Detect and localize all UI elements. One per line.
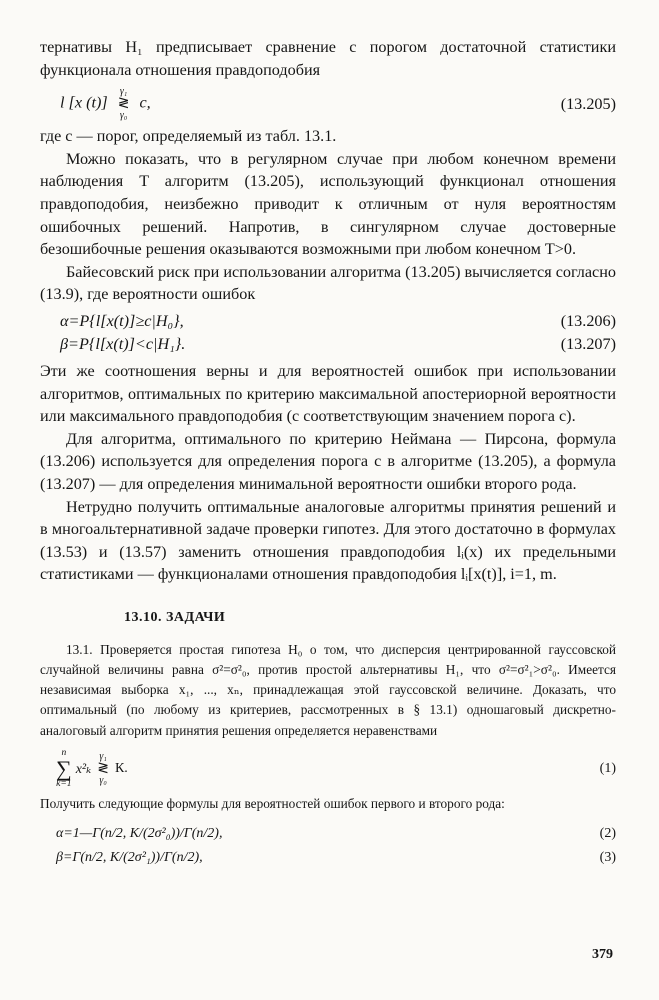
paragraph-4: Байесовский риск при использовании алгоритма (13.205) вычисляется согласно (13.9), где вероятности ошибок [40, 262, 616, 304]
eq1-body: x²ₖ [75, 761, 92, 777]
paragraph-7: Нетрудно получить оптимальные аналоговые алгоритмы принятия решений и в многоальтернативной задаче проверки гипотез. Для этого достаточно в формулах (13.53) и (13.57) заменить отношения правдоподобия lᵢ(x) их предельными статистиками — функционалами отношения правдоподобия lᵢ[x(t)], i=1, m. [40, 497, 616, 584]
paragraph-1: тернативы H₁ предписывает сравнение с порогом достаточной статистики функционала отношения правдоподобия [40, 38, 616, 79]
page-content [40, 36, 616, 870]
section-title: 13.10. ЗАДАЧИ [124, 609, 226, 625]
eq2-number: (2) [599, 826, 616, 842]
equation-13-206: α=P{l[x(t)]≥c|H₀}, (13.206) [60, 311, 616, 330]
eq3-number: (3) [599, 850, 616, 866]
equation-13-205 [60, 87, 616, 121]
eq206-number: (13.206) [560, 311, 616, 330]
paragraph-3: Можно показать, что в регулярном случае при любом конечном времени наблюдения T алгоритм (13.205), использующий функционал отношения правдоподобия, неизбежно приводит к отличным от нуля вероятностям ошибочных решений. Напротив, в сингулярном случае достоверные безошибочные решения оказываются возможными при любом конечном T>0. [40, 149, 616, 259]
eq1-number: (1) [599, 761, 616, 777]
eq205-comparison: γ₁ ≷ γ₀ [117, 86, 130, 122]
problem-mid-text: Получить следующие формулы для вероятностей ошибок первого и второго рода: [40, 795, 505, 811]
eq205-number: (13.205) [560, 94, 616, 113]
eq207-number: (13.207) [560, 334, 616, 353]
eq205-lhs: l [x (t)] [60, 93, 108, 112]
paragraph-5: Эти же соотношения верны и для вероятностей ошибок при использовании алгоритмов, оптимальных по критерию максимальной апостериорной вероятности или максимального правдоподобия (с соответствующим значением порога c). [40, 361, 616, 426]
paragraph-6: Для алгоритма, оптимального по критерию Неймана — Пирсона, формула (13.206) используется для определения порога c в алгоритме (13.205), а формула (13.207) — для определения минимальной вероятности ошибки второго рода. [40, 429, 616, 493]
problem-equation-2: α=1—Γ(n/2, К/(2σ²₀))/Γ(n/2), (2) [56, 826, 616, 842]
problem-equation-1 [56, 749, 616, 790]
paragraph-2: где c — порог, определяемый из табл. 13.1. [40, 127, 337, 146]
equation-13-207: β=P{l[x(t)]<c|H₁}. (13.207) [60, 334, 616, 353]
sum-symbol: n ∑ k=1 [56, 747, 72, 790]
eq205-rhs: c, [139, 93, 151, 112]
problem-13-1-text: 13.1. Проверяется простая гипотеза H₀ о том, что дисперсия центрированной гауссовской случайной величины равна σ²=σ²₀, против простой альтернативы H₁, что σ²=σ²₁>σ²₀. Имеется независимая выборка x₁, ..., xₙ, принадлежащая этой гауссовской величине. Доказать, что оптимальный (по любому из критериев, рассмотренных в § 13.1) одношаговый дискретно-аналоговый алгоритм принятия решения определяется неравенствами [40, 641, 616, 738]
eq1-comparison: γ₁ ≷ γ₀ [97, 751, 109, 787]
problem-equation-3: β=Γ(n/2, К/(2σ²₁))/Γ(n/2), (3) [56, 850, 616, 866]
eq1-rhs: К. [114, 761, 128, 777]
page-number: 379 [592, 947, 613, 962]
